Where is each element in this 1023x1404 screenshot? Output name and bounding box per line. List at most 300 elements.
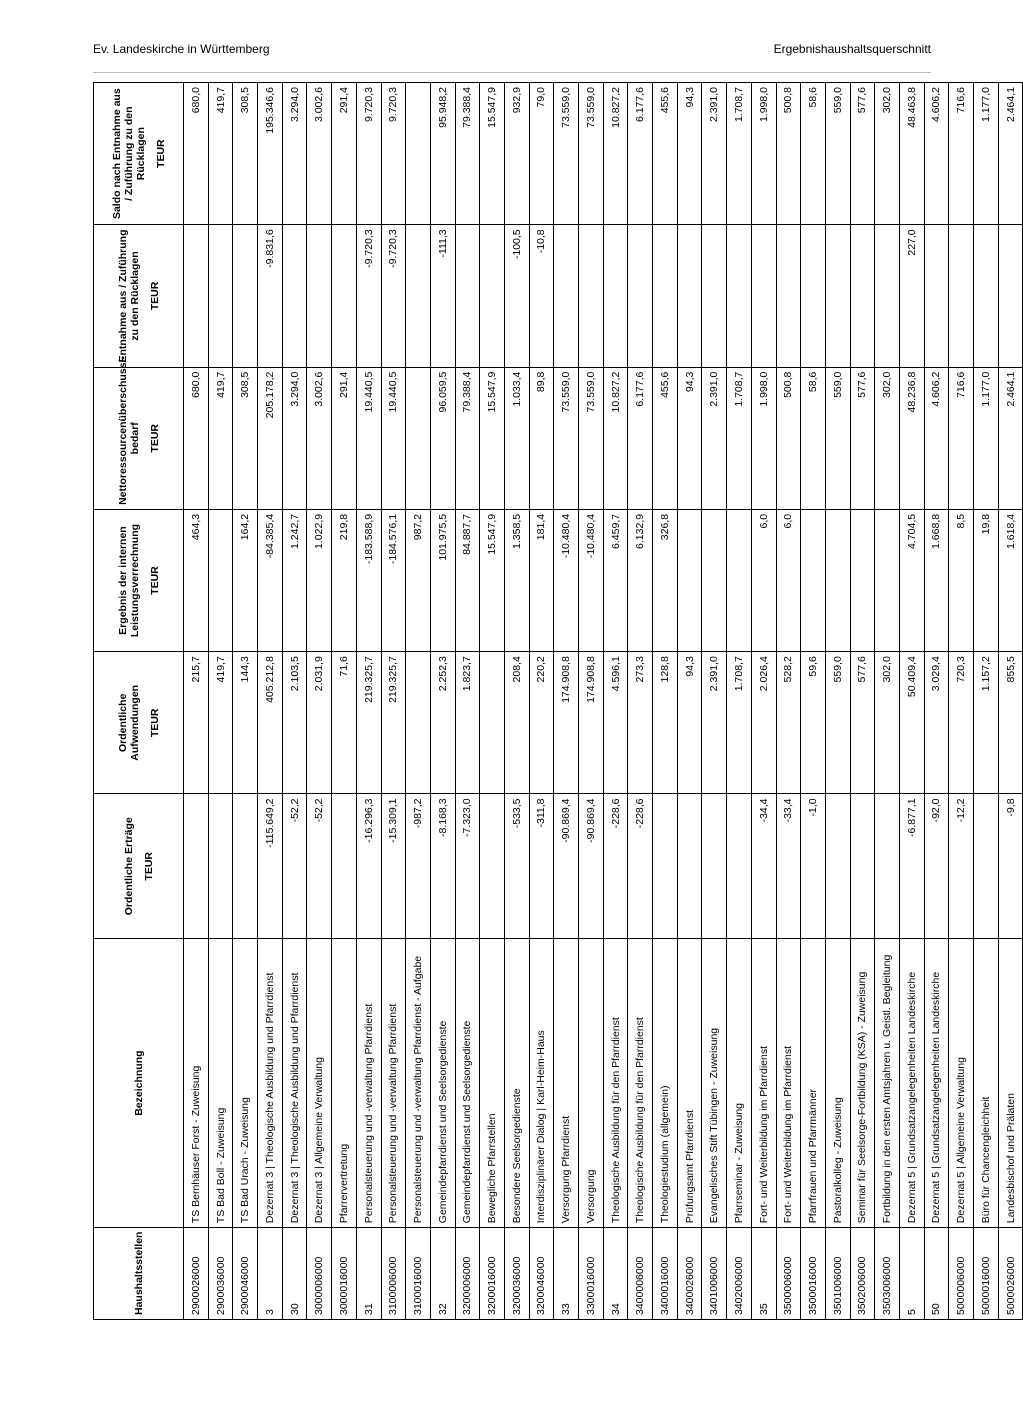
cell-description: Dezernat 5 | Grundsatzangelegenheiten Landeskirche [924,939,949,1228]
cell-value: 219.325,7 [356,652,381,794]
cell-value: 1.242,7 [282,509,307,651]
cell-value [208,225,233,367]
cell-value: 15.547,9 [480,83,505,225]
cell-value [875,509,900,651]
table-row [356,83,381,1320]
cell-value: 2.391,0 [702,652,727,794]
cell-value: 71,6 [332,652,357,794]
table-row [949,83,974,1320]
cell-value [974,794,999,939]
cell-value: 4.606,2 [924,367,949,509]
cell-description: Theologische Ausbildung für den Pfarrdienst [628,939,653,1228]
cell-value [850,794,875,939]
cell-value: 8,5 [949,509,974,651]
cell-value: 174.908,8 [554,652,579,794]
budget-table [93,82,1023,1320]
cell-value: 181,4 [529,509,554,651]
cell-value [307,225,332,367]
cell-value [653,794,678,939]
cell-value: 1.618,4 [998,509,1023,651]
cell-value: 720,3 [949,652,974,794]
cell-value [924,225,949,367]
cell-value: 559,0 [825,83,850,225]
cell-description: Dezernat 3 | Allgemeine Verwaltung [307,939,332,1228]
cell-value: -33,4 [776,794,801,939]
table-row [653,83,678,1320]
cell-account: 2900036000 [208,1228,233,1320]
table-row [924,83,949,1320]
cell-value: 95.948,2 [430,83,455,225]
cell-value [480,652,505,794]
cell-account: 3200016000 [480,1228,505,1320]
cell-account: 3503006000 [875,1228,900,1320]
cell-value: 50.409,4 [899,652,924,794]
cell-value: -9,8 [998,794,1023,939]
cell-value: 9.720,3 [356,83,381,225]
column-header-unit: TEUR [142,851,155,881]
cell-value: 2.391,0 [702,367,727,509]
table-row [480,83,505,1320]
cell-description: Gemeindepfarrdienst und Seelsorgedienste [455,939,480,1228]
table-page-area [93,82,1017,1320]
cell-value: -987,2 [406,794,431,939]
column-header-label: Entnahme aus / Zuführung zu den Rücklagen [116,229,141,363]
cell-value: 10.827,2 [603,367,628,509]
cell-account: 2900046000 [233,1228,258,1320]
cell-account: 3502006000 [850,1228,875,1320]
cell-value [825,225,850,367]
cell-value: 94,3 [677,652,702,794]
cell-value: 4.704,5 [899,509,924,651]
cell-value: 1.358,5 [504,509,529,651]
column-header-1 [94,939,184,1228]
cell-description: Besondere Seelsorgedienste [504,939,529,1228]
cell-value: 1.177,0 [974,83,999,225]
cell-value: 96.059,5 [430,367,455,509]
cell-value: 2.031,9 [307,652,332,794]
cell-value: 302,0 [875,652,900,794]
cell-value: 680,0 [184,83,209,225]
cell-value: -90.869,4 [579,794,604,939]
cell-account: 3200036000 [504,1228,529,1320]
cell-value: 10.827,2 [603,83,628,225]
column-header-5 [94,356,184,509]
cell-value [406,83,431,225]
cell-value: 308,5 [233,83,258,225]
table-row [381,83,406,1320]
cell-value: 577,6 [850,652,875,794]
column-header-label: Bezeichnung [132,1050,145,1116]
cell-value: 1.998,0 [751,83,776,225]
cell-value: 291,4 [332,83,357,225]
cell-description: Pfarrseminar - Zuweisung [727,939,752,1228]
cell-value: -228,6 [628,794,653,939]
cell-value: 419,7 [208,83,233,225]
cell-value: 164,2 [233,509,258,651]
cell-value: 219,8 [332,509,357,651]
cell-value: 4.596,1 [603,652,628,794]
table-row [282,83,307,1320]
cell-value [825,509,850,651]
cell-value [579,225,604,367]
cell-value: 3.294,0 [282,83,307,225]
cell-account: 32 [430,1228,455,1320]
cell-account: 5000006000 [949,1228,974,1320]
cell-value: -9.720,3 [381,225,406,367]
cell-value: -84.385,4 [258,509,283,651]
cell-value [677,794,702,939]
cell-description: Seminar für Seelsorge-Fortbildung (KSA) - Zuweisung [850,939,875,1228]
cell-value: 2.026,4 [751,652,776,794]
cell-value: 500,8 [776,367,801,509]
cell-value [850,225,875,367]
cell-value: 528,2 [776,652,801,794]
cell-value: 19,8 [974,509,999,651]
header-organization: Ev. Landeskirche in Württemberg [93,42,270,56]
cell-value: -9.831,6 [258,225,283,367]
cell-description: Personalsteuerung und -verwaltung Pfarrdienst [381,939,406,1228]
cell-value: 89,8 [529,367,554,509]
table-row [529,83,554,1320]
cell-description: Prüfungsamt Pfarrdienst [677,939,702,1228]
table-row [751,83,776,1320]
cell-value: 220,2 [529,652,554,794]
cell-value [455,225,480,367]
cell-value: -34,4 [751,794,776,939]
cell-value: 1.823,7 [455,652,480,794]
cell-value: 48.463,8 [899,83,924,225]
cell-value [184,794,209,939]
cell-value: 101.975,5 [430,509,455,651]
cell-value: 559,0 [825,367,850,509]
column-header-6 [94,225,184,367]
cell-value: -184.576,1 [381,509,406,651]
cell-value [875,794,900,939]
cell-value [480,794,505,939]
cell-value [208,509,233,651]
table-row [184,83,209,1320]
table-row [504,83,529,1320]
cell-value: -533,5 [504,794,529,939]
cell-value: -10.480,4 [554,509,579,651]
cell-value: 1.708,7 [727,83,752,225]
table-row [702,83,727,1320]
cell-value: 273,3 [628,652,653,794]
cell-account: 3100006000 [381,1228,406,1320]
rotated-table-container [93,82,1017,1320]
cell-value: 215,7 [184,652,209,794]
cell-value: 419,7 [208,652,233,794]
cell-value: 79.388,4 [455,367,480,509]
cell-value: 144,3 [233,652,258,794]
cell-description: Dezernat 3 | Theologische Ausbildung und Pfarrdienst [282,939,307,1228]
cell-description: Pfarrervertretung [332,939,357,1228]
cell-value [406,367,431,509]
table-row [825,83,850,1320]
cell-value: -92,0 [924,794,949,939]
cell-value [702,509,727,651]
cell-value [801,225,826,367]
column-header-unit: TEUR [148,423,161,453]
cell-value: 455,6 [653,83,678,225]
cell-description: Dezernat 3 | Theologische Ausbildung und Pfarrdienst [258,939,283,1228]
cell-value [184,225,209,367]
table-row [875,83,900,1320]
column-header-unit: TEUR [148,708,161,738]
cell-value: 73.559,0 [579,367,604,509]
cell-value: 73.559,0 [554,367,579,509]
cell-value: 15.547,9 [480,509,505,651]
cell-value [875,225,900,367]
cell-value: 326,8 [653,509,678,651]
cell-description: Gemeindepfarrdienst und Seelsorgedienste [430,939,455,1228]
cell-value: 1.668,8 [924,509,949,651]
cell-value: 500,8 [776,83,801,225]
cell-value: 1.033,4 [504,367,529,509]
cell-value: -183.588,9 [356,509,381,651]
cell-account: 3000016000 [332,1228,357,1320]
cell-description: TS Bad Boll - Zuweisung [208,939,233,1228]
column-header-4 [94,509,184,651]
cell-description: Fortbildung in den ersten Amtsjahren u. Geistl. Begleitung [875,939,900,1228]
cell-value [233,225,258,367]
cell-account: 5 [899,1228,924,1320]
cell-account: 3 [258,1228,283,1320]
column-header-label: Nettoressourcenüberschuss/-bedarf [116,356,141,505]
cell-value [850,509,875,651]
cell-account: 5000016000 [974,1228,999,1320]
cell-value [801,509,826,651]
table-row [974,83,999,1320]
cell-account: 3401006000 [702,1228,727,1320]
cell-value: 3.002,6 [307,83,332,225]
column-header-unit: TEUR [154,139,167,168]
cell-value: 577,6 [850,83,875,225]
cell-description: Interdisziplinärer Dialog | Karl-Heim-Haus [529,939,554,1228]
table-row [554,83,579,1320]
cell-value [776,225,801,367]
cell-value: 2.464,1 [998,83,1023,225]
cell-value: -6.877,1 [899,794,924,939]
cell-value: 1.708,7 [727,652,752,794]
cell-value: 577,6 [850,367,875,509]
cell-account: 3500006000 [776,1228,801,1320]
table-row [603,83,628,1320]
cell-value: 855,5 [998,652,1023,794]
cell-value: -52,2 [282,794,307,939]
cell-value: 73.559,0 [554,83,579,225]
table-row [233,83,258,1320]
cell-value [208,794,233,939]
table-body [184,83,1023,1320]
cell-value: 6.132,9 [628,509,653,651]
cell-value: 932,9 [504,83,529,225]
cell-account: 5000026000 [998,1228,1023,1320]
cell-value: 227,0 [899,225,924,367]
table-row [258,83,283,1320]
table-row [455,83,480,1320]
cell-description: Personalsteuerung und -verwaltung Pfarrdienst [356,939,381,1228]
cell-value [949,225,974,367]
cell-value [282,225,307,367]
cell-value: -1,0 [801,794,826,939]
cell-value: 15.547,9 [480,367,505,509]
cell-value [480,225,505,367]
cell-value: 6,0 [776,509,801,651]
cell-value [727,794,752,939]
cell-value: 1.157,2 [974,652,999,794]
cell-description: Evangelisches Stift Tübingen - Zuweisung [702,939,727,1228]
cell-description: Dezernat 5 | Allgemeine Verwaltung [949,939,974,1228]
cell-value [825,794,850,939]
cell-description: Dezernat 5 | Grundsatzangelegenheiten Landeskirche [899,939,924,1228]
cell-description: Fort- und Weiterbildung im Pfarrdienst [776,939,801,1228]
cell-value: 2.391,0 [702,83,727,225]
cell-value: 291,4 [332,367,357,509]
cell-value: 59,6 [801,652,826,794]
cell-value: 128,8 [653,652,678,794]
cell-value: -100,5 [504,225,529,367]
header-document-title: Ergebnishaushaltsquerschnitt [773,42,931,56]
cell-account: 3400006000 [628,1228,653,1320]
header-divider [93,72,931,73]
cell-account: 3000006000 [307,1228,332,1320]
cell-value: -12,2 [949,794,974,939]
table-row [899,83,924,1320]
cell-account: 2900026000 [184,1228,209,1320]
cell-value: 680,0 [184,367,209,509]
column-header-0 [94,1228,184,1320]
cell-value [628,225,653,367]
column-header-label: Ordentliche Aufwendungen [116,684,141,761]
cell-value: -16.296,3 [356,794,381,939]
cell-value: 9.720,3 [381,83,406,225]
cell-description: Bewegliche Pfarrstellen [480,939,505,1228]
cell-value [702,225,727,367]
cell-value: 19.440,5 [381,367,406,509]
cell-value: 1.708,7 [727,367,752,509]
column-header-3 [94,652,184,794]
cell-value: 1.998,0 [751,367,776,509]
table-row [430,83,455,1320]
cell-value [974,225,999,367]
cell-value [702,794,727,939]
cell-value: -52,2 [307,794,332,939]
cell-value: -10.480,4 [579,509,604,651]
cell-value: 2.464,1 [998,367,1023,509]
cell-value: 94,3 [677,83,702,225]
cell-account: 31 [356,1228,381,1320]
cell-account: 35 [751,1228,776,1320]
table-row [307,83,332,1320]
cell-value: 419,7 [208,367,233,509]
cell-description: Büro für Chancengleichheit [974,939,999,1228]
cell-account: 50 [924,1228,949,1320]
cell-description: Pastoralkolleg - Zuweisung [825,939,850,1228]
cell-value: 174.908,8 [579,652,604,794]
cell-value: 302,0 [875,367,900,509]
cell-value: 559,0 [825,652,850,794]
cell-description: TS Bernhäuser Forst - Zuweisung [184,939,209,1228]
cell-value: 3.029,4 [924,652,949,794]
cell-description: Personalsteuerung und -verwaltung Pfarrdienst - Aufgabe [406,939,431,1228]
column-header-label: Ordentliche Erträge [122,817,135,916]
table-row [628,83,653,1320]
cell-value: 455,6 [653,367,678,509]
cell-account: 30 [282,1228,307,1320]
cell-value [998,225,1023,367]
table-row [850,83,875,1320]
cell-description: Theologische Ausbildung für den Pfarrdienst [603,939,628,1228]
cell-value [603,225,628,367]
cell-account: 3500016000 [801,1228,826,1320]
column-header-unit: TEUR [148,566,161,595]
cell-value: 716,6 [949,367,974,509]
cell-value: 1.022,9 [307,509,332,651]
cell-value: 987,2 [406,509,431,651]
cell-description: TS Bad Urach - Zuweisung [233,939,258,1228]
cell-account: 33 [554,1228,579,1320]
cell-value: -228,6 [603,794,628,939]
table-row [801,83,826,1320]
table-row [677,83,702,1320]
cell-account: 3402006000 [727,1228,752,1320]
cell-value: 73.559,0 [579,83,604,225]
table-row [208,83,233,1320]
cell-value: 302,0 [875,83,900,225]
cell-value: 195.346,6 [258,83,283,225]
cell-value [406,225,431,367]
cell-account: 3400026000 [677,1228,702,1320]
cell-value: 6.459,7 [603,509,628,651]
table-row [776,83,801,1320]
cell-account: 3200006000 [455,1228,480,1320]
cell-value: -9.720,3 [356,225,381,367]
table-row [406,83,431,1320]
cell-value: -111,3 [430,225,455,367]
cell-description: Versorgung [579,939,604,1228]
cell-value: 79.388,4 [455,83,480,225]
cell-value: 3.294,0 [282,367,307,509]
cell-value: -90.869,4 [554,794,579,939]
cell-value: 464,3 [184,509,209,651]
cell-value: -115.649,2 [258,794,283,939]
table-row [998,83,1023,1320]
table-header-row [94,83,184,1320]
cell-account: 3100016000 [406,1228,431,1320]
cell-value: -311,8 [529,794,554,939]
cell-value [554,225,579,367]
cell-value [406,652,431,794]
cell-value: 2.103,5 [282,652,307,794]
cell-account: 3400016000 [653,1228,678,1320]
cell-value [727,509,752,651]
cell-value: 94,3 [677,367,702,509]
column-header-label: Saldo nach Entnahme aus / Zuführung zu den Rücklagen [110,88,147,220]
cell-description: Landesbischof und Prälaten [998,939,1023,1228]
column-header-label: Haushaltsstellen [132,1231,145,1315]
cell-value [677,509,702,651]
cell-value: 208,4 [504,652,529,794]
cell-value [653,225,678,367]
cell-description: Versorgung Pfarrdienst [554,939,579,1228]
cell-description: Fort- und Weiterbildung im Pfarrdienst [751,939,776,1228]
cell-account: 3300016000 [579,1228,604,1320]
cell-value: 58,6 [801,367,826,509]
cell-value: 308,5 [233,367,258,509]
cell-value: -15.309,1 [381,794,406,939]
cell-value: -10,8 [529,225,554,367]
